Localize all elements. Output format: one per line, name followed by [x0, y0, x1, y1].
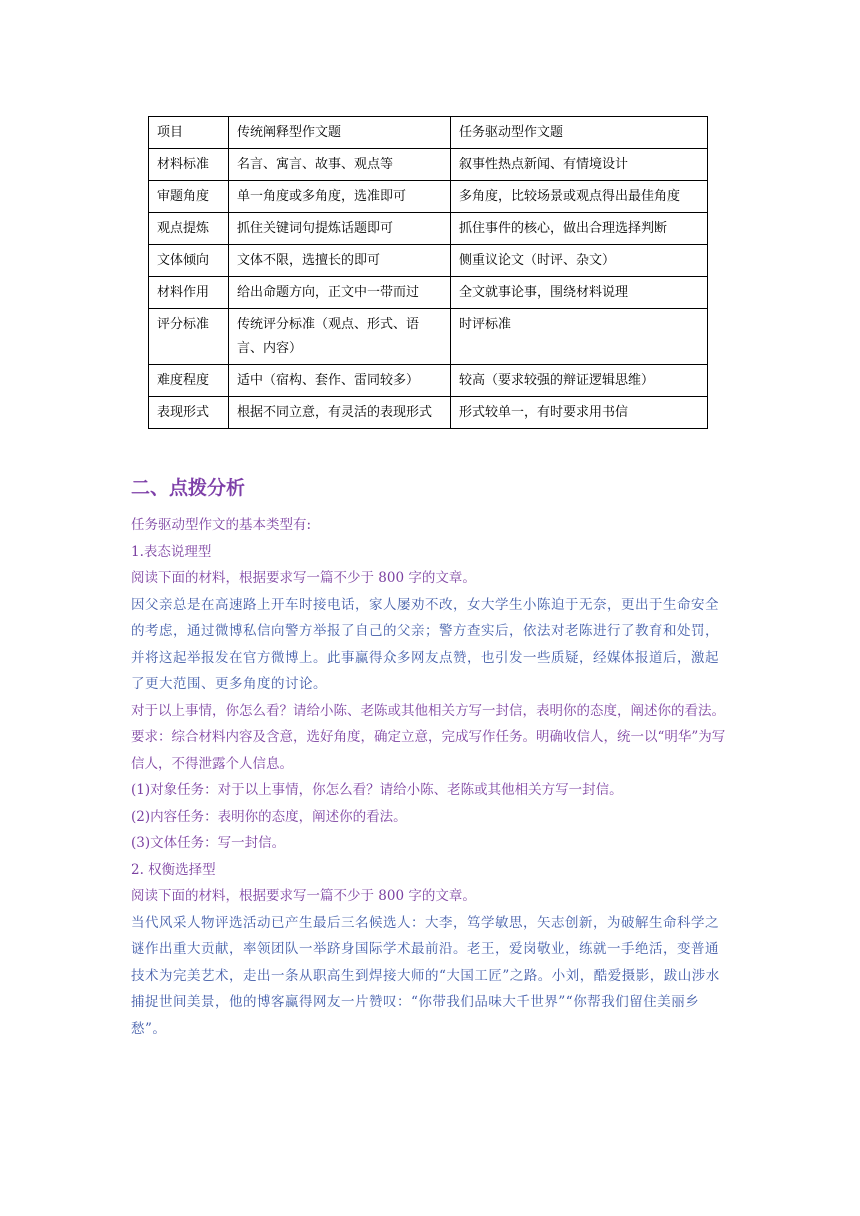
- type1-task-1: (1)对象任务：对于以上事情，你怎么看？请给小陈、老陈或其他相关方写一封信。: [131, 782, 623, 798]
- type2-material: 当代风采人物评选活动已产生最后三名候选人：大李，笃学敏思，矢志创新，为破解生命科学之谜作出重大贡献，率领团队一举跻身国际学术最前沿。老王，爱岗敬业，练就一手绝活，变普通技术为完美艺术，走出一条从职高生到焊接大师的“大国工匠”之路。小刘，酷爱摄影，跋山涉水捕捉世间美景，他的博客赢得网友一片赞叹：“你带我们品味大千世界”“你帮我们留住美丽乡愁”。: [131, 914, 720, 1037]
- table-cell: 传统评分标准（观点、形式、语言、内容）: [229, 309, 451, 365]
- type1-question: 对于以上事情，你怎么看？请给小陈、老陈或其他相关方写一封信，表明你的态度，阐述你的看法。: [131, 702, 725, 719]
- type1-title: 1.表态说理型: [131, 543, 212, 560]
- table-cell: 叙事性热点新闻、有情境设计: [451, 149, 708, 181]
- table-cell: 审题角度: [149, 181, 229, 213]
- table-cell: 多角度，比较场景或观点得出最佳角度: [451, 181, 708, 213]
- table-cell: 给出命题方向，正文中一带而过: [229, 277, 451, 309]
- table-cell: 侧重议论文（时评、杂文）: [451, 245, 708, 277]
- table-cell: 形式较单一，有时要求用书信: [451, 397, 708, 429]
- comparison-table: [148, 116, 708, 429]
- table-row: [149, 213, 708, 245]
- type2-title: 2. 权衡选择型: [131, 861, 216, 878]
- table-cell: 文体倾向: [149, 245, 229, 277]
- type1-task-3: (3)文体任务：写一封信。: [131, 835, 286, 851]
- table-row: [149, 397, 708, 429]
- table-cell: 材料标准: [149, 149, 229, 181]
- table-cell: 观点提炼: [149, 213, 229, 245]
- table-header-row: [149, 117, 708, 149]
- type1-material: 因父亲总是在高速路上开车时接电话，家人屡劝不改，女大学生小陈迫于无奈，更出于生命安全的考虑，通过微博私信向警方举报了自己的父亲；警方查实后，依法对老陈进行了教育和处罚，并将这起举报发在官方微博上。此事赢得众多网友点赞，也引发一些质疑，经媒体报道后，激起了更大范围、更多角度的讨论。: [131, 596, 719, 692]
- table-cell: 任务驱动型作文题: [451, 117, 708, 149]
- type1-prompt: 阅读下面的材料，根据要求写一篇不少于 800 字的文章。: [131, 570, 476, 586]
- table-cell: 抓住事件的核心，做出合理选择判断: [451, 213, 708, 245]
- section-heading: 二、点拨分析: [131, 477, 246, 499]
- table-row: [149, 277, 708, 309]
- table-row: [149, 149, 708, 181]
- table-cell: 适中（宿构、套作、雷同较多）: [229, 365, 451, 397]
- table-row: [149, 309, 708, 365]
- table-cell: 抓住关键词句提炼话题即可: [229, 213, 451, 245]
- analysis-section: [131, 474, 731, 1042]
- table-cell: 评分标准: [149, 309, 229, 365]
- table-cell: 材料作用: [149, 277, 229, 309]
- table-cell: 传统阐释型作文题: [229, 117, 451, 149]
- type1-task-2: (2)内容任务：表明你的态度，阐述你的看法。: [131, 808, 407, 825]
- type2-prompt: 阅读下面的材料，根据要求写一篇不少于 800 字的文章。: [131, 888, 476, 904]
- table-cell: 较高（要求较强的辩证逻辑思维）: [451, 365, 708, 397]
- intro-text: 任务驱动型作文的基本类型有:: [131, 517, 312, 533]
- table-row: [149, 245, 708, 277]
- table-cell: 项目: [149, 117, 229, 149]
- table-cell: 表现形式: [149, 397, 229, 429]
- table-cell: 根据不同立意，有灵活的表现形式: [229, 397, 451, 429]
- table-cell: 全文就事论事，围绕材料说理: [451, 277, 708, 309]
- table-row: [149, 181, 708, 213]
- table-cell: 时评标准: [451, 309, 708, 365]
- table-cell: 难度程度: [149, 365, 229, 397]
- table-row: [149, 365, 708, 397]
- type1-requirement: 要求：综合材料内容及含意，选好角度，确定立意，完成写作任务。明确收信人，统一以“明华”为写信人，不得泄露个人信息。: [131, 729, 726, 772]
- table-cell: 文体不限，选擅长的即可: [229, 245, 451, 277]
- table-cell: 单一角度或多角度，选准即可: [229, 181, 451, 213]
- table-cell: 名言、寓言、故事、观点等: [229, 149, 451, 181]
